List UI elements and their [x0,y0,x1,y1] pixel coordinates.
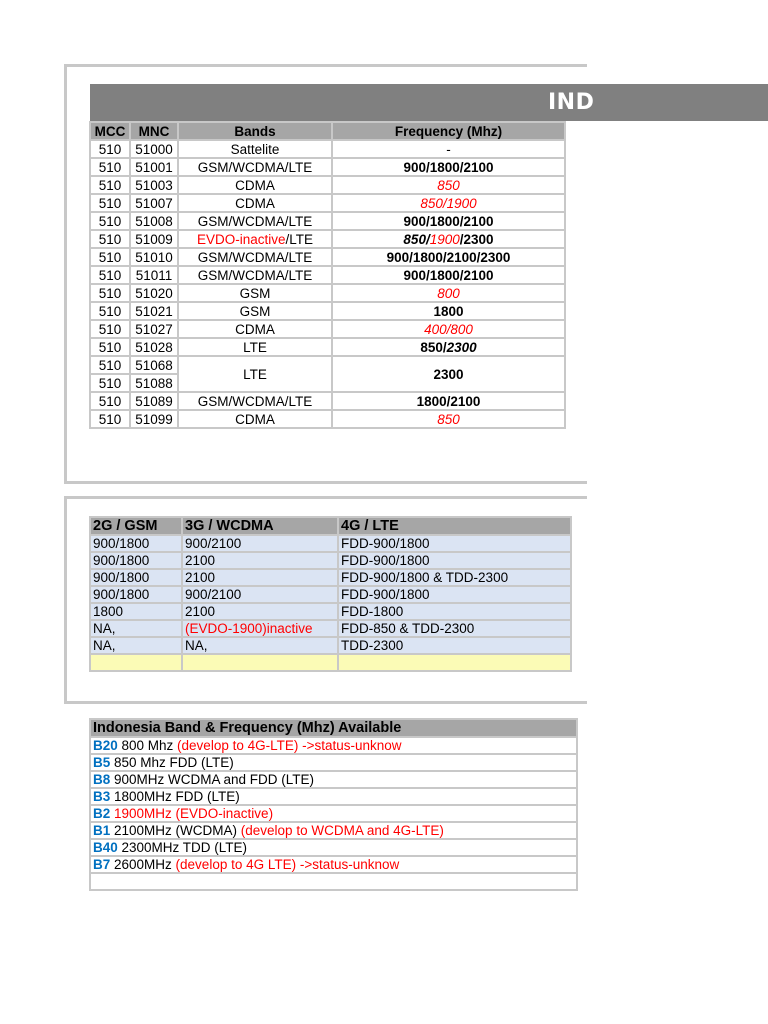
table-row [90,737,577,754]
lte-cell: TDD-2300 [338,637,571,654]
bands-cell [178,338,332,356]
bands-cell [178,248,332,266]
mcc-cell: 510 [90,320,130,338]
text-segment: 1800MHz FDD (LTE) [110,789,240,804]
frequency-cell [332,302,565,320]
text-segment: LTE [243,366,267,382]
table-row [90,320,565,338]
text-segment: CDMA [235,195,275,211]
gsm-cell: 900/1800 [90,535,182,552]
text-segment: 2100MHz (WCDMA) [110,823,241,838]
bands-cell [178,140,332,158]
wcdma-cell: (EVDO-1900)inactive [182,620,338,637]
table-row [90,603,571,620]
mnc-cell: 51010 [130,248,178,266]
text-segment: 800 [437,285,460,301]
lte-cell: FDD-900/1800 [338,586,571,603]
bands-table [89,718,578,891]
text-segment: 1800/2100 [416,393,481,409]
frequency-cell [332,176,565,194]
text-segment: 2300 [433,366,464,382]
mnc-cell: 51011 [130,266,178,284]
text-segment: (develop to 4G-LTE) ->status-unknow [177,738,402,753]
mnc-cell: 51000 [130,140,178,158]
page-title: IND [548,90,595,115]
mcc-cell: 510 [90,410,130,428]
title-bar [90,84,768,121]
frequency-cell [332,212,565,230]
text-segment: 900/1800/2100 [403,159,494,175]
table-row [90,771,577,788]
lte-cell: FDD-900/1800 [338,535,571,552]
bands-cell [178,158,332,176]
bands-header-row [90,719,577,737]
bands-cell [178,356,332,392]
band-cell [90,737,577,754]
mcc-cell: 510 [90,392,130,410]
bands-cell [178,176,332,194]
header-bands: Bands [178,122,332,140]
gsm-cell: NA, [90,620,182,637]
wcdma-cell: 2100 [182,569,338,586]
table-row [90,552,571,569]
operators-header-row [90,122,565,140]
frequency-cell [332,338,565,356]
text-segment: / [425,231,430,247]
gsm-cell: 900/1800 [90,586,182,603]
mcc-cell: 510 [90,194,130,212]
text-segment: GSM [239,285,271,301]
text-segment: 2600MHz [110,857,176,872]
table-row [90,392,565,410]
table-row [90,569,571,586]
lte-cell: FDD-1800 [338,603,571,620]
gsm-cell: 900/1800 [90,552,182,569]
text-segment: B40 [93,840,118,855]
band-cell [90,771,577,788]
frequency-cell [332,194,565,212]
table-row [90,822,577,839]
band-cell [90,873,577,890]
gsm-cell: 900/1800 [90,569,182,586]
table-row [90,194,565,212]
mnc-cell: 51028 [130,338,178,356]
lte-cell: FDD-850 & TDD-2300 [338,620,571,637]
mcc-cell: 510 [90,338,130,356]
frequency-cell [332,320,565,338]
text-segment: 2300 [446,339,477,355]
wcdma-cell: NA, [182,637,338,654]
table-row [90,535,571,552]
text-segment: GSM/WCDMA/LTE [197,249,313,265]
wcdma-cell: 900/2100 [182,586,338,603]
mcc-cell: 510 [90,284,130,302]
text-segment: 850/ [420,339,447,355]
mnc-cell: 51001 [130,158,178,176]
table-row [90,248,565,266]
mcc-cell: 510 [90,158,130,176]
table-row [90,212,565,230]
mcc-cell: 510 [90,356,130,374]
bands-cell [178,320,332,338]
header-3g: 3G / WCDMA [182,517,338,535]
operators-table-body [90,140,565,428]
bands-cell [178,194,332,212]
generations-table-body [90,535,571,671]
text-segment: GSM/WCDMA/LTE [197,393,313,409]
table-row [90,302,565,320]
table-row [90,158,565,176]
text-segment: CDMA [235,177,275,193]
table-row [90,176,565,194]
table-row [90,266,565,284]
table-row [90,873,577,890]
generations-table [89,516,572,672]
table-row [90,338,565,356]
table-row [90,839,577,856]
lte-cell [338,654,571,671]
band-cell [90,822,577,839]
text-segment: 900MHz WCDMA and FDD (LTE) [110,772,315,787]
table-row [90,230,565,248]
gsm-cell: NA, [90,637,182,654]
lte-cell: FDD-900/1800 & TDD-2300 [338,569,571,586]
text-segment: 850 Mhz FDD (LTE) [110,755,234,770]
mnc-cell: 51020 [130,284,178,302]
frequency-cell [332,230,565,248]
table-row [90,586,571,603]
frequency-cell [332,410,565,428]
band-cell [90,754,577,771]
bands-cell [178,302,332,320]
mnc-cell: 51027 [130,320,178,338]
text-segment: (develop to WCDMA and 4G-LTE) [240,823,444,838]
gsm-cell: 1800 [90,603,182,620]
text-segment: GSM [239,303,271,319]
text-segment: LTE [243,339,267,355]
mnc-cell: 51003 [130,176,178,194]
mcc-cell: 510 [90,176,130,194]
header-2g: 2G / GSM [90,517,182,535]
lte-cell: FDD-900/1800 [338,552,571,569]
text-segment: 850/1900 [420,195,477,211]
frequency-cell [332,392,565,410]
mnc-cell: 51089 [130,392,178,410]
text-segment: GSM/WCDMA/LTE [197,159,313,175]
mnc-cell: 51099 [130,410,178,428]
text-segment: 900/1800/2100/2300 [386,249,511,265]
table-row [90,356,565,374]
text-segment: 850 [437,177,460,193]
mcc-cell: 510 [90,248,130,266]
text-segment: 900/1800/2100 [403,213,494,229]
text-segment: 400/800 [424,321,473,337]
generations-header-row [90,517,571,535]
table-row [90,856,577,873]
text-segment: 850 [403,231,426,247]
bands-cell [178,284,332,302]
text-segment: B20 [93,738,118,753]
header-mnc: MNC [130,122,178,140]
mcc-cell: 510 [90,212,130,230]
frequency-cell [332,140,565,158]
table-row [90,754,577,771]
header-4g: 4G / LTE [338,517,571,535]
table-row [90,788,577,805]
mcc-cell: 510 [90,302,130,320]
wcdma-cell: 2100 [182,603,338,620]
band-cell [90,788,577,805]
mnc-cell: 51021 [130,302,178,320]
header-mcc: MCC [90,122,130,140]
text-segment: CDMA [235,411,275,427]
bands-cell [178,266,332,284]
band-cell [90,856,577,873]
text-segment: Sattelite [230,141,280,157]
text-segment: 800 Mhz [117,738,178,753]
operators-table [89,121,566,429]
mnc-cell: 51088 [130,374,178,392]
text-segment: - [446,141,451,157]
table-row [90,654,571,671]
text-segment: GSM/WCDMA/LTE [197,267,313,283]
mnc-cell: 51007 [130,194,178,212]
band-cell [90,805,577,822]
text-segment: 1800 [433,303,464,319]
bands-cell [178,392,332,410]
text-segment: /2300 [459,231,494,247]
table-row [90,140,565,158]
mnc-cell: 51009 [130,230,178,248]
text-segment: 2300MHz TDD (LTE) [117,840,248,855]
wcdma-cell: 900/2100 [182,535,338,552]
text-segment: 900/1800/2100 [403,267,494,283]
text-segment: 1900 [429,231,460,247]
mnc-cell: 51008 [130,212,178,230]
wcdma-cell: 2100 [182,552,338,569]
bands-cell [178,230,332,248]
mcc-cell: 510 [90,140,130,158]
table-row [90,620,571,637]
text-segment: B8 [93,772,111,787]
header-frequency: Frequency (Mhz) [332,122,565,140]
table-row [90,410,565,428]
table-row [90,637,571,654]
text-segment: (develop to 4G LTE) ->status-unknow [175,857,400,872]
band-cell [90,839,577,856]
frequency-cell [332,284,565,302]
frequency-cell [332,356,565,392]
text-segment: B1 [93,823,111,838]
bands-table-body [90,737,577,890]
mcc-cell: 510 [90,374,130,392]
text-segment: GSM/WCDMA/LTE [197,213,313,229]
gsm-cell [90,654,182,671]
text-segment: /LTE [285,231,314,247]
text-segment: CDMA [235,321,275,337]
text-segment: B5 [93,755,111,770]
text-segment: B3 [93,789,111,804]
text-segment: 1900MHz (EVDO-inactive) [110,806,274,821]
table-row [90,805,577,822]
text-segment: 850 [437,411,460,427]
bands-header: Indonesia Band & Frequency (Mhz) Available [90,719,577,737]
mcc-cell: 510 [90,266,130,284]
text-segment: B2 [93,806,111,821]
bands-cell [178,410,332,428]
mcc-cell: 510 [90,230,130,248]
frequency-cell [332,158,565,176]
text-segment: B7 [93,857,111,872]
wcdma-cell [182,654,338,671]
text-segment: EVDO-inactive [196,231,286,247]
frequency-cell [332,266,565,284]
bands-cell [178,212,332,230]
mnc-cell: 51068 [130,356,178,374]
frequency-cell [332,248,565,266]
table-row [90,284,565,302]
